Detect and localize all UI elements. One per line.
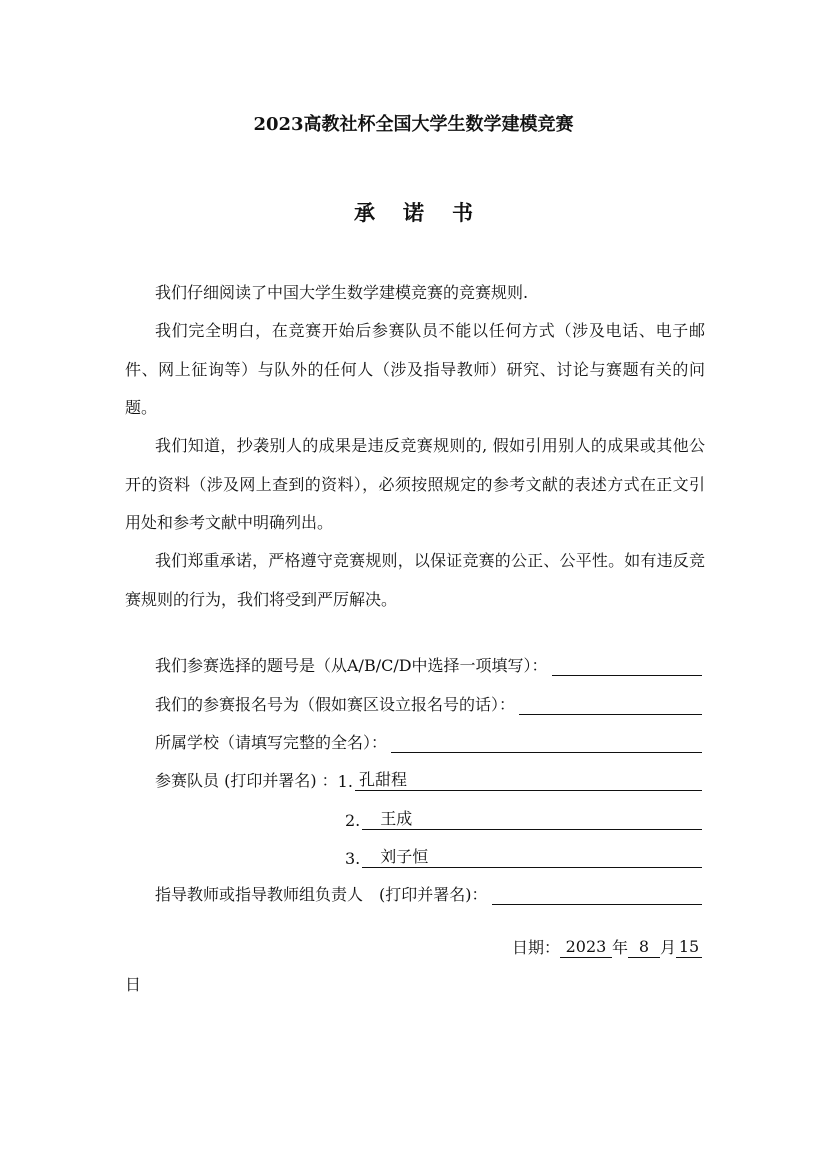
signup-number-field [155,691,702,715]
member-3-field [345,844,702,868]
problem-number-label: 我们参赛选择的题号是（从A/B/C/D中选择一项填写）： [155,656,548,675]
school-field [155,729,702,753]
advisor-input[interactable] [492,884,703,905]
date-year-unit: 年 [611,938,628,957]
problem-number-field [155,652,702,676]
paragraph-2: 我们完全明白，在竞赛开始后参赛队员不能以任何方式（涉及电话、电子邮件、网上征询等）与队外的任何人（涉及指导教师）研究、讨论与赛题有关的问题。 [125,321,705,417]
member-2-name[interactable]: 王成 [362,809,702,830]
document-title: 2023高教社杯全国大学生数学建模竞赛 [253,114,574,135]
member-3-name[interactable]: 刘子恒 [362,847,702,868]
date-day[interactable]: 15 [676,937,702,958]
date-year[interactable]: 2023 [560,937,612,958]
member-1-name[interactable]: 孔甜程 [355,770,702,791]
member-1-number: 1. [337,772,353,791]
member-2-number: 2. [345,811,361,830]
date-label: 日期： [511,938,560,957]
document-subtitle: 承诺书 [354,200,501,225]
member-1-field [155,767,702,791]
paragraph-1: 我们仔细阅读了中国大学生数学建模竞赛的竞赛规则. [155,283,529,302]
signup-number-input[interactable] [519,694,702,715]
paragraph-4: 我们郑重承诺，严格遵守竞赛规则，以保证竞赛的公正、公平性。如有违反竞赛规则的行为，我们将受到严厉解决。 [125,551,705,609]
date-day-unit: 日 [125,975,142,994]
signup-number-label: 我们的参赛报名号为（假如赛区设立报名号的话）： [155,695,516,714]
school-input[interactable] [391,732,702,753]
members-label: 参赛队员 (打印并署名) ： [155,771,338,790]
school-label: 所属学校（请填写完整的全名）： [155,733,388,752]
date-month[interactable]: 8 [628,937,660,958]
date-row [512,934,702,958]
member-2-field [345,806,702,830]
advisor-label: 指导教师或指导教师组负责人 (打印并署名)： [155,885,488,904]
paragraph-3: 我们知道，抄袭别人的成果是违反竞赛规则的, 假如引用别人的成果或其他公开的资料（涉及网上查到的资料），必须按照规定的参考文献的表述方式在正文引用处和参考文献中明确列出。 [125,436,705,532]
date-month-unit: 月 [659,938,676,957]
advisor-field [155,881,702,905]
problem-number-input[interactable] [552,655,702,676]
member-3-number: 3. [345,849,361,868]
